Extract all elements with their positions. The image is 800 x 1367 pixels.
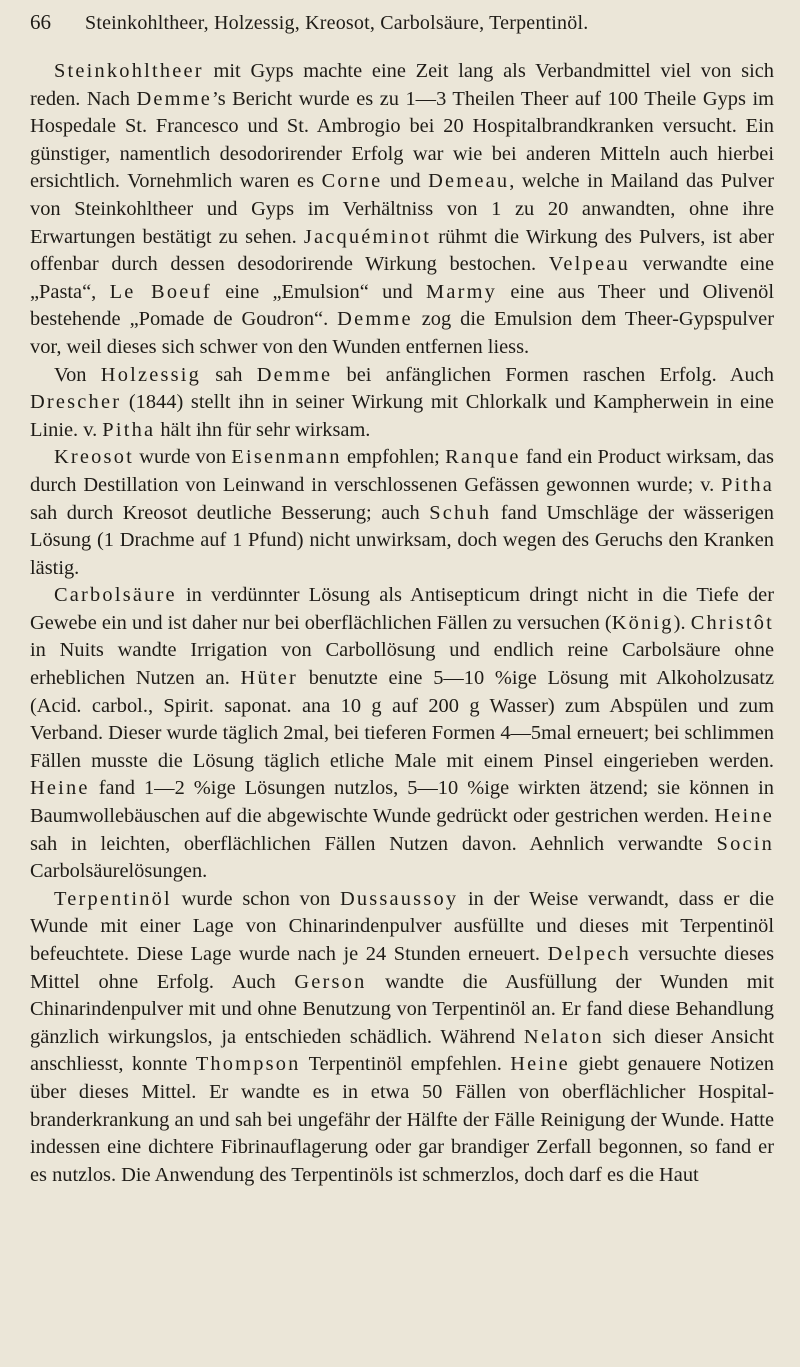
text-run: fand ein Product wirksam, das durch Destillation von Leinwand in verschlossenen Gefässen gewonnen wurde; v. — [30, 446, 774, 496]
text-run: mit Gyps machte eine Zeit lang als Verbandmittel viel von sich reden. Nach — [30, 60, 774, 110]
text-run: und — [382, 170, 429, 193]
spaced-name: Eisenmann — [231, 446, 342, 469]
spaced-name: Schuh — [429, 501, 492, 524]
text-run: wurde von — [133, 446, 232, 469]
spaced-name: Pitha — [102, 418, 156, 441]
paragraph — [30, 362, 774, 445]
text-run: (1844) stellt ihn in seiner Wirkung mit Chlorkalk und Kampherwein in eine Linie. v. — [30, 391, 774, 441]
text-run: sah — [200, 363, 257, 386]
text-run: wurde schon von — [171, 887, 340, 910]
text-run: Von — [54, 363, 101, 386]
text-run: eine aus Theer und Olivenöl bestehende „Pomade de Goudron“. — [30, 280, 774, 331]
spaced-name: Marmy — [426, 280, 498, 303]
spaced-name: Holzessig — [100, 363, 201, 386]
text-run: giebt genauere Notizen über dieses Mittel. Er wandte es in etwa 50 Fällen von oberflächlicher Hospitalbranderkrankung an und sah bei ungefähr der Hälfte der Fälle Reinigung der Wunde. Hatte indessen eine dichtere Fibrinauflagerung oder gar brandiger Zerfall begonnen, so fand er es nutzlos. Die Anwendung des Terpentinöls ist schmerzlos, doch darf es die Haut — [30, 1053, 774, 1186]
spaced-name: Pitha — [721, 473, 774, 496]
text-run: hält ihn für sehr wirksam. — [155, 418, 371, 441]
spaced-name: König — [611, 611, 674, 634]
paragraph — [30, 582, 774, 886]
running-title: Steinkohltheer, Holzessig, Kreosot, Carbolsäure, Terpentinöl. — [85, 12, 589, 34]
text-run: , welche in Mailand das Pulver von Steinkohltheer und Gyps im Verhältniss von 1 zu 20 anwandten, ohne ihre Erwartungen bestätigt zu sehen. — [30, 170, 774, 248]
spaced-name: Thompson — [195, 1053, 301, 1076]
spaced-name: Demme — [136, 87, 213, 110]
spaced-name: Dussaussoy — [339, 887, 459, 910]
text-run: wandte die Ausfüllung der Wunden mit Chinarindenpulver mit und ohne Benutzung von Terpentinöl an. Er fand diese Behandlung gänzlich wirkungslos, ja entschieden schädlich. Während — [30, 970, 774, 1048]
text-run: Terpentinöl empfehlen. — [300, 1053, 511, 1076]
spaced-name: Heine — [714, 805, 774, 828]
text-run: in Nuits wandte Irrigation von Carbollösung und endlich reine Carbolsäure ohne erheblichen Nutzen an. — [30, 639, 774, 690]
text-run: sah in leichten, oberflächlichen Fällen Nutzen davon. Aehnlich verwandte — [30, 832, 717, 855]
body-text — [30, 58, 774, 1189]
text-run: sah durch Kreosot deutliche Besserung; auch — [30, 501, 430, 524]
paragraph — [30, 58, 774, 362]
spaced-name: Gerson — [294, 970, 367, 993]
spaced-name: Carbolsäure — [54, 584, 177, 607]
spaced-name: Demeau — [428, 170, 510, 193]
text-run: zog die Emulsion dem Theer-Gypspulver vor, weil dieses sich schwer von den Wunden entfernen liess. — [30, 308, 774, 358]
text-run: verwandte eine „Pasta“, — [30, 253, 775, 303]
page-number: 66 — [30, 10, 51, 34]
spaced-name: Velpeau — [548, 253, 630, 276]
spaced-name: Socin — [716, 832, 774, 855]
text-run: Carbolsäurelösungen. — [30, 860, 208, 883]
text-run: bei anfänglichen Formen raschen Erfolg. Auch — [332, 363, 774, 386]
text-run: in verdünnter Lösung als Antisepticum dringt nicht in die Tiefe der Gewebe ein und ist daher nur bei oberflächlichen Fällen zu versuchen ( — [30, 584, 774, 634]
spaced-name: Steinkohltheer — [54, 60, 204, 82]
spaced-name: Hüter — [240, 667, 298, 690]
text-run: in der Weise verwandt, dass er die Wunde mit einer Lage von Chinarindenpulver ausfüllte und dieses mit Terpentinöl befeuchtete. Diese Lage wurde nach je 24 Stunden erneuert. — [30, 887, 775, 965]
spaced-name: Ranque — [445, 446, 521, 469]
running-header — [30, 12, 774, 46]
paragraph — [30, 886, 774, 1190]
text-run: ). — [673, 611, 691, 634]
text-run: fand Umschläge der wässerigen Lösung (1 Drachme auf 1 Pfund) nicht unwirksam, doch wegen des Geruchs den Kranken lästig. — [30, 501, 774, 579]
spaced-name: Corne — [321, 170, 383, 193]
spaced-name: Demme — [256, 363, 333, 386]
spaced-name: Christôt — [690, 611, 774, 634]
text-run: sich dieser Ansicht anschliesst, konnte — [30, 1025, 774, 1076]
text-run: ’s Bericht wurde es zu 1—3 Theilen Theer auf 100 Theile Gyps im Hospedale St. Francesco und St. Ambrogio bei 20 Hospitalbrandkranken versucht. Ein günstiger, namentlich desodorirender Erfolg war wie bei anderen Mitteln auch hierbei ersichtlich. Vornehmlich waren es — [30, 87, 774, 193]
spaced-name: Heine — [30, 777, 90, 800]
spaced-name: Le Boeuf — [109, 280, 212, 303]
text-run: benutzte eine 5—10 %ige Lösung mit Alkoholzusatz (Acid. carbol., Spirit. saponat. ana 10 g auf 200 g Wasser) zum Abspülen und zum Verband. Dieser wurde täglich 2mal, bei tieferen Formen 4—5mal erneuert; bei schlimmen Fällen musste die Lösung täglich etliche Male mit einem Pinsel eingerieben werden. — [30, 667, 775, 772]
spaced-name: Nelaton — [523, 1025, 604, 1048]
spaced-name: Jacquéminot — [303, 225, 432, 248]
text-run: eine „Emulsion“ und — [211, 280, 427, 303]
paragraph — [30, 444, 774, 582]
spaced-name: Heine — [510, 1053, 570, 1076]
spaced-name: Demme — [337, 308, 413, 331]
spaced-name: Delpech — [547, 943, 631, 965]
spaced-name: Kreosot — [54, 446, 134, 469]
spaced-name: Drescher — [30, 391, 122, 414]
text-run: rühmt die Wirkung des Pulvers, ist aber offenbar durch dessen desodorirende Wirkung bestochen. — [30, 225, 774, 276]
text-run: fand 1—2 %ige Lösungen nutzlos, 5—10 %ige wirkten ätzend; sie können in Baumwollebäuschen auf die abgewischte Wunde gedrückt oder gestrichen werden. — [30, 777, 774, 828]
text-run: empfohlen; — [341, 446, 446, 469]
spaced-name: Terpentinöl — [54, 887, 172, 910]
text-run: versuchte dieses Mittel ohne Erfolg. Auch — [30, 943, 775, 993]
